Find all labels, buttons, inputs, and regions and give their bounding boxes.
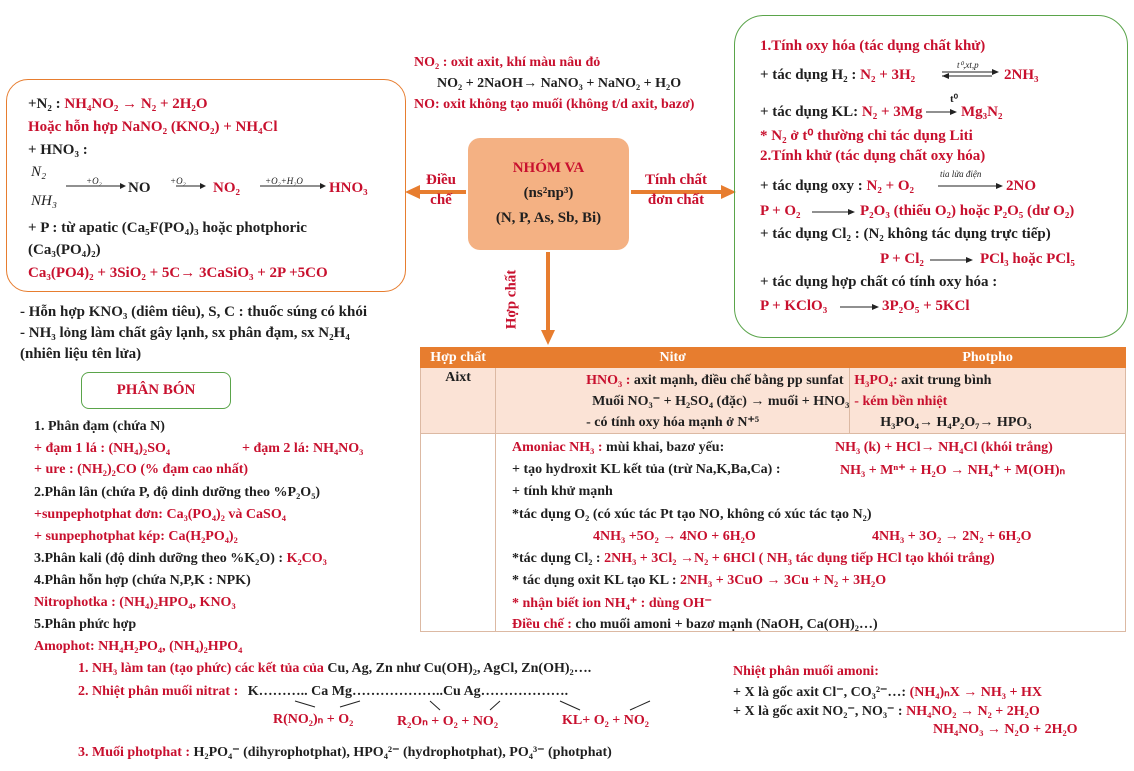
nh3-symbol: NH₃ [31, 193, 58, 209]
kl-reaction: + tác dụng KL: N₂ + 3Mg [760, 104, 923, 120]
no2-note-2: NO₂ + 2NaOH→ NaNO₃ + NaNO₂ + H₂O [437, 76, 682, 91]
nitrate-product-1: R(NO₂)ₙ + O₂ [273, 712, 354, 727]
nh3-hcl: NH₃ (k) + HCl→ NH₄Cl (khói trắng) [835, 440, 1053, 455]
amoni-title: Nhiệt phân muối amoni: [733, 664, 879, 679]
nh3-line-2a: + tạo hydroxit KL kết tủa (trừ Na,K,Ba,Ca) : [512, 462, 781, 477]
nh3-line-5b: 4NH₃ + 3O₂ → 2N₂ + 6H₂O [872, 529, 1032, 544]
oxy-condition: tia lửa điện [940, 169, 982, 179]
no-species: NO [128, 180, 151, 196]
n2-symbol: N₂ [31, 164, 47, 180]
note-2: - NH₃ lỏng làm chất gây lạnh, sx phân đạm, sx N₂H₄ [20, 325, 350, 341]
center-title: NHÓM VA [512, 160, 585, 176]
kclo3-left: P + KClO₃ [760, 298, 828, 314]
p-prep-1: + P : từ apatic (Ca₅F(PO₄)₃ hoặc photphoric [28, 220, 307, 236]
hop-chat-oxh: + tác dụng hợp chất có tính oxy hóa : [760, 274, 998, 290]
nitrophotka: Nitrophotka : (NH₄)₂HPO₄, KNO₃ [34, 595, 236, 610]
nh3-line-9: Điều chế : cho muối amoni + bazơ mạnh (NaOH, Ca(OH)₂…) [512, 617, 878, 632]
no2-note-3: NO: oxit không tạo muối (không t/d axit, bazơ) [414, 97, 695, 112]
pph-title: 5.Phân phức hợp [34, 617, 137, 632]
header-nito: Nitơ [496, 348, 850, 368]
muoi-line-3: 3. Muối photphat : H₂PO₄⁻ (dihyrophotphat), HPO₄²⁻ (hydrophotphat), PO₄³⁻ (photphat) [78, 745, 612, 760]
center-config: (ns²np³) [523, 185, 574, 201]
amophot: Amophot: NH₄H₂PO₄, (NH₄)₂HPO₄ [34, 639, 243, 654]
no2-species: NO₂ [213, 180, 240, 196]
h3po4-line-2: - kém bền nhiệt [854, 394, 948, 409]
down-arrow-label: Hợp chất [503, 269, 520, 330]
center-elements: (N, P, As, Sb, Bi) [495, 210, 602, 226]
note-1: - Hỗn hợp KNO₃ (diêm tiêu), S, C : thuốc súng có khói [20, 304, 368, 320]
nh3-line-5a: 4NH₃ +5O₂ → 4NO + 6H₂O [593, 529, 756, 544]
nh3-line-1: Amoniac NH₃ : mùi khai, bazơ yếu: [512, 440, 725, 455]
header-photpho: Photpho [850, 348, 1126, 368]
hno3-prep-label: + HNO₃ : [28, 142, 88, 158]
nh3-line-8: * nhận biết ion NH₄⁺ : dùng OH⁻ [512, 596, 712, 611]
hno3-line-1: HNO₃ : axit mạnh, điều chế bằng pp sunfat [586, 373, 844, 388]
dam-2: + đạm 2 lá: NH₄NO₃ [242, 441, 364, 456]
cl2-label: + tác dụng Cl₂ : (N₂ không tác dụng trực tiếp) [760, 226, 1051, 242]
header-hop-chat: Hợp chất [421, 348, 496, 368]
nh3-line-7: * tác dụng oxit KL tạo KL : 2NH₃ + 3CuO → 3Cu + N₂ + 3H₂O [512, 573, 887, 588]
nh3-line-4: *tác dụng O₂ (có xúc tác Pt tạo NO, không có xúc tác tạo N₂) [512, 507, 872, 522]
p-cl2-right: PCl₃ hoặc PCl₅ [980, 251, 1075, 267]
h2-condition: t⁰,xt,p [957, 60, 979, 70]
nitrate-product-3: KL+ O₂ + NO₂ [562, 713, 649, 728]
h3po4-line-1: H₃PO₄: axit trung bình [854, 373, 992, 388]
n2-prep-alt: Hoặc hỗn hợp NaNO₂ (KNO₂) + NH₄Cl [28, 119, 278, 135]
liti-note: * N₂ ở t⁰ thường chỉ tác dụng Liti [760, 128, 973, 144]
hno3-species: HNO₃ [329, 180, 368, 196]
ure: + ure : (NH₂)₂CO (% đạm cao nhất) [34, 462, 249, 477]
axit-label: Aixt [445, 370, 471, 385]
kl-product: Mg₃N₂ [961, 104, 1003, 120]
amoni-line-1: + X là gốc axit Cl⁻, CO₃²⁻…: (NH₄)ₙX → NH₃ + HX [733, 685, 1042, 700]
note-3: (nhiên liệu tên lửa) [20, 346, 142, 362]
phan-bon-title: PHÂN BÓN [116, 382, 196, 398]
nh3-line-3: + tính khử mạnh [512, 484, 613, 499]
kclo3-right: 3P₂O₅ + 5KCl [882, 298, 970, 314]
oxh-title: 1.Tính oxy hóa (tác dụng chất khử) [760, 38, 986, 54]
right-arrow-label: Tính chất đơn chất [644, 172, 708, 208]
nh3-line-2b: NH₃ + Mⁿ⁺ + H₂O → NH₄⁺ + M(OH)ₙ [840, 463, 1066, 478]
sp-don: +sunpephotphat đơn: Ca₃(PO₄)₂ và CaSO₄ [34, 507, 286, 522]
nitrate-product-2: R₂Oₙ + O₂ + NO₂ [397, 714, 499, 729]
o2-label-2: +O₂ [170, 176, 186, 186]
amoni-line-2: + X là gốc axit NO₂⁻, NO₃⁻ : NH₄NO₂ → N₂ + 2H₂O [733, 704, 1040, 719]
phh-title: 4.Phân hỗn hợp (chứa N,P,K : NPK) [34, 573, 251, 588]
no2-note-1: NO₂ : oxit axit, khí màu nâu đỏ [414, 55, 601, 70]
h2-reaction: + tác dụng H₂ : N₂ + 3H₂ [760, 67, 916, 83]
h2-product: 2NH₃ [1004, 67, 1039, 83]
nh3-line-6: *tác dụng Cl₂ : 2NH₃ + 3Cl₂ →N₂ + 6HCl ( NH₃ tác dụng tiếp HCl tạo khói trắng) [512, 551, 995, 566]
kl-condition: t⁰ [950, 93, 959, 105]
oxy-reaction: + tác dụng oxy : N₂ + O₂ [760, 178, 915, 194]
p-o2-right: P₂O₃ (thiếu O₂) hoặc P₂O₅ (dư O₂) [860, 203, 1075, 219]
sp-kep: + sunpephotphat kép: Ca(H₂PO₄)₂ [34, 529, 238, 544]
left-arrow-label: Điều chế [426, 172, 456, 208]
pk-title: 3.Phân kali (độ dinh dưỡng theo %K₂O) : K₂CO₃ [34, 551, 327, 566]
o2-label-1: +O₂ [86, 176, 102, 186]
pl-title: 2.Phân lân (chứa P, độ dinh dưỡng theo %P₂O₅) [34, 485, 321, 500]
dam-1: + đạm 1 lá : (NH₄)₂SO₄ [34, 441, 171, 456]
h3po4-line-3: H₃PO₄→ H₄P₂O₇→ HPO₃ [880, 415, 1032, 430]
kh-title: 2.Tính khử (tác dụng chất oxy hóa) [760, 148, 986, 164]
muoi-line-1: 1. NH₃ làm tan (tạo phức) các kết tủa của Cu, Ag, Zn như Cu(OH)₂, AgCl, Zn(OH)₂…. [78, 661, 592, 676]
p-o2-left: P + O₂ [760, 203, 801, 219]
p-prep-eq: Ca₃(PO4)₂ + 3SiO₂ + 5C→ 3CaSiO₃ + 2P +5CO [28, 265, 328, 281]
n2-prep: +N₂ : NH₄NO₂ → N₂ + 2H₂O [28, 96, 208, 112]
hno3-line-3: - có tính oxy hóa mạnh ở N⁺⁵ [586, 415, 760, 430]
oxy-product: 2NO [1006, 178, 1036, 194]
pd-title: 1. Phân đạm (chứa N) [34, 419, 165, 434]
p-cl2-left: P + Cl₂ [880, 251, 924, 267]
amoni-line-3: NH₄NO₃ → N₂O + 2H₂O [933, 722, 1078, 737]
hno3-line-2: Muối NO₃⁻ + H₂SO₄ (đặc) → muối + HNO₃ [592, 394, 850, 409]
muoi-line-2: 2. Nhiệt phân muối nitrat : K……….. Ca Mg………………..Cu Ag………………. [78, 684, 569, 699]
p-prep-2: (Ca₃(PO₄)₂) [28, 242, 101, 258]
o2-h2o-label: +O₂+H₂O [265, 176, 303, 186]
